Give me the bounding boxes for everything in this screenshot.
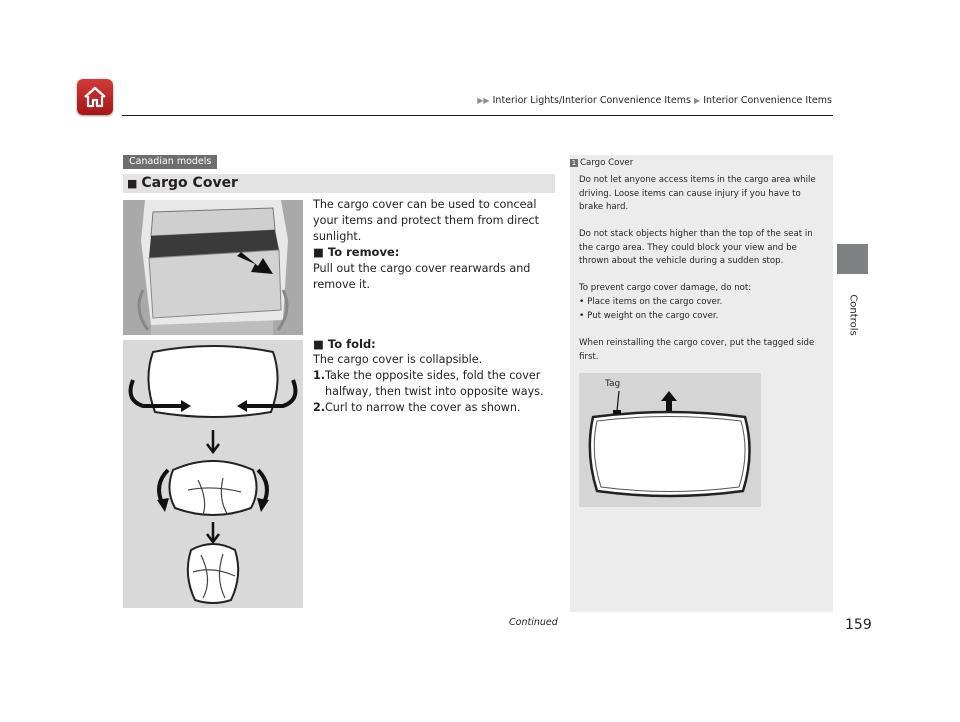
cargo-area-photo [123, 200, 303, 335]
fold-text: The cargo cover is collapsible. [313, 353, 483, 366]
page-number: 159 [845, 617, 872, 633]
tag-label: Tag [605, 379, 621, 389]
model-badge: Canadian models [123, 155, 217, 169]
note-bullet-1: • Place items on the cargo cover. [579, 297, 723, 307]
breadcrumb-link-2[interactable]: Interior Convenience Items [703, 95, 832, 106]
bullet-icon: • [579, 311, 588, 321]
note-paragraph-4: When reinstalling the cargo cover, put the tagged side first. [579, 338, 815, 362]
note-paragraph-1: Do not let anyone access items in the cargo area while driving. Loose items can cause injury if you have to brake hard. [579, 175, 816, 212]
chapter-tab-marker[interactable] [837, 244, 868, 274]
fold-step-1: 1.Take the opposite sides, fold the cover halfway, then twist into opposite ways. [313, 369, 544, 398]
intro-text: The cargo cover can be used to conceal your items and protect them from direct sunlight. [313, 198, 540, 243]
remove-text: Pull out the cargo cover rearwards and remove it. [313, 262, 531, 291]
continued-label: Continued [509, 617, 558, 628]
breadcrumb-link-1[interactable]: Interior Lights/Interior Convenience Items [492, 95, 691, 106]
square-bullet-icon: ■ [313, 337, 328, 351]
square-bullet-icon: ■ [127, 177, 138, 190]
breadcrumb-arrow-icon: ▶ [694, 96, 701, 105]
note-bullet-2: • Put weight on the cargo cover. [579, 311, 719, 321]
bullet-icon: • [579, 297, 588, 307]
square-bullet-icon: ■ [313, 245, 328, 259]
folding-illustration [123, 340, 303, 608]
fold-heading: ■ To fold: [313, 337, 376, 351]
note-paragraph-3: To prevent cargo cover damage, do not: [579, 283, 752, 293]
note-title: 1 Cargo Cover [571, 158, 634, 168]
section-title: ■ Cargo Cover [127, 175, 238, 191]
breadcrumb-arrow-icon: ▶▶ [477, 96, 490, 105]
fold-step-2: 2.Curl to narrow the cover as shown. [313, 401, 521, 414]
remove-heading: ■ To remove: [313, 245, 400, 259]
header-divider [122, 115, 833, 116]
reference-icon: 1 [571, 159, 577, 167]
breadcrumb [0, 95, 832, 106]
chapter-tab-label[interactable]: Controls [847, 294, 858, 336]
tag-illustration [579, 373, 761, 507]
note-paragraph-2: Do not stack objects higher than the top of the seat in the cargo area. They could block your view and be thrown about the vehicle during a sudden stop. [579, 229, 813, 266]
